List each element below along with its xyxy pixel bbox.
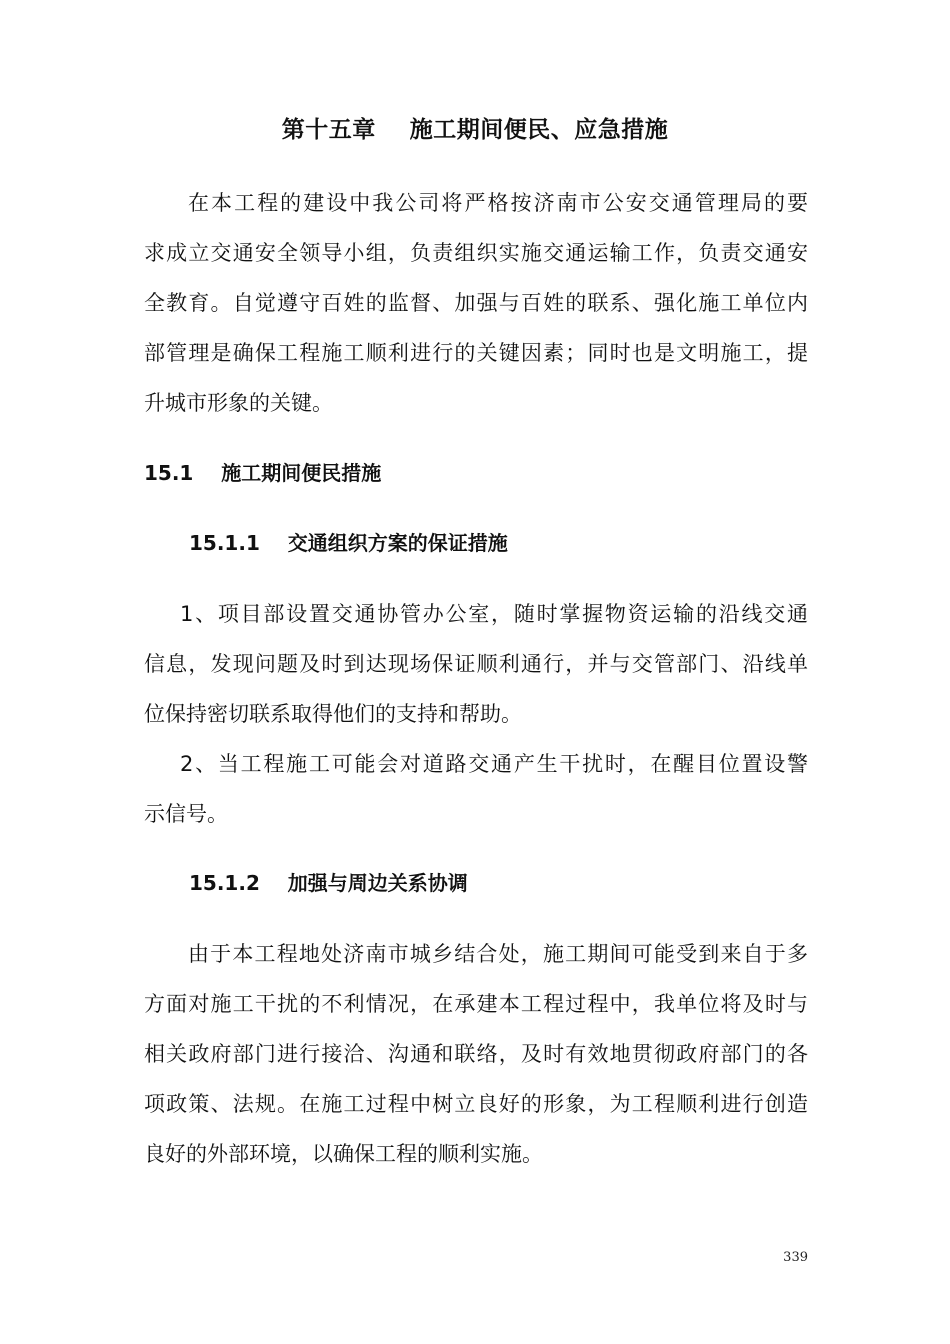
paragraph-line: 方面对施工干扰的不利情况，在承建本工程过程中，我单位将及时与 <box>144 992 808 1016</box>
paragraph-line: 全教育。自觉遵守百姓的监督、加强与百姓的联系、强化施工单位内 <box>144 291 808 315</box>
paragraph-line: 示信号。 <box>144 802 228 826</box>
paragraph-line: 部管理是确保工程施工顺利进行的关键因素；同时也是文明施工，提 <box>144 341 808 365</box>
section-heading-15-1-1: 15.1.1 交通组织方案的保证措施 <box>189 531 508 555</box>
paragraph-line: 项政策、法规。在施工过程中树立良好的形象，为工程顺利进行创造 <box>144 1092 808 1116</box>
paragraph-line: 良好的外部环境，以确保工程的顺利实施。 <box>144 1142 543 1166</box>
paragraph-line: 2、当工程施工可能会对道路交通产生干扰时，在醒目位置设警 <box>180 752 808 776</box>
paragraph-line: 相关政府部门进行接洽、沟通和联络，及时有效地贯彻政府部门的各 <box>144 1042 808 1066</box>
page-number: 339 <box>783 1250 808 1265</box>
list-item-2 <box>144 739 808 839</box>
coordination-paragraph <box>144 929 808 1179</box>
paragraph-line: 升城市形象的关键。 <box>144 391 333 415</box>
paragraph-line: 求成立交通安全领导小组，负责组织实施交通运输工作，负责交通安 <box>144 241 808 265</box>
list-item-1 <box>144 589 808 739</box>
paragraph-line: 信息，发现问题及时到达现场保证顺利通行，并与交管部门、沿线单 <box>144 652 808 676</box>
paragraph-line: 1、项目部设置交通协管办公室，随时掌握物资运输的沿线交通 <box>180 602 808 626</box>
section-heading-15-1: 15.1 施工期间便民措施 <box>144 461 382 485</box>
intro-paragraph <box>144 178 808 428</box>
paragraph-line: 位保持密切联系取得他们的支持和帮助。 <box>144 702 522 726</box>
paragraph-line: 在本工程的建设中我公司将严格按济南市公安交通管理局的要 <box>188 191 808 215</box>
paragraph-line: 由于本工程地处济南市城乡结合处，施工期间可能受到来自于多 <box>188 942 808 966</box>
chapter-title: 第十五章 施工期间便民、应急措施 <box>281 117 669 143</box>
section-heading-15-1-2: 15.1.2 加强与周边关系协调 <box>189 871 468 895</box>
